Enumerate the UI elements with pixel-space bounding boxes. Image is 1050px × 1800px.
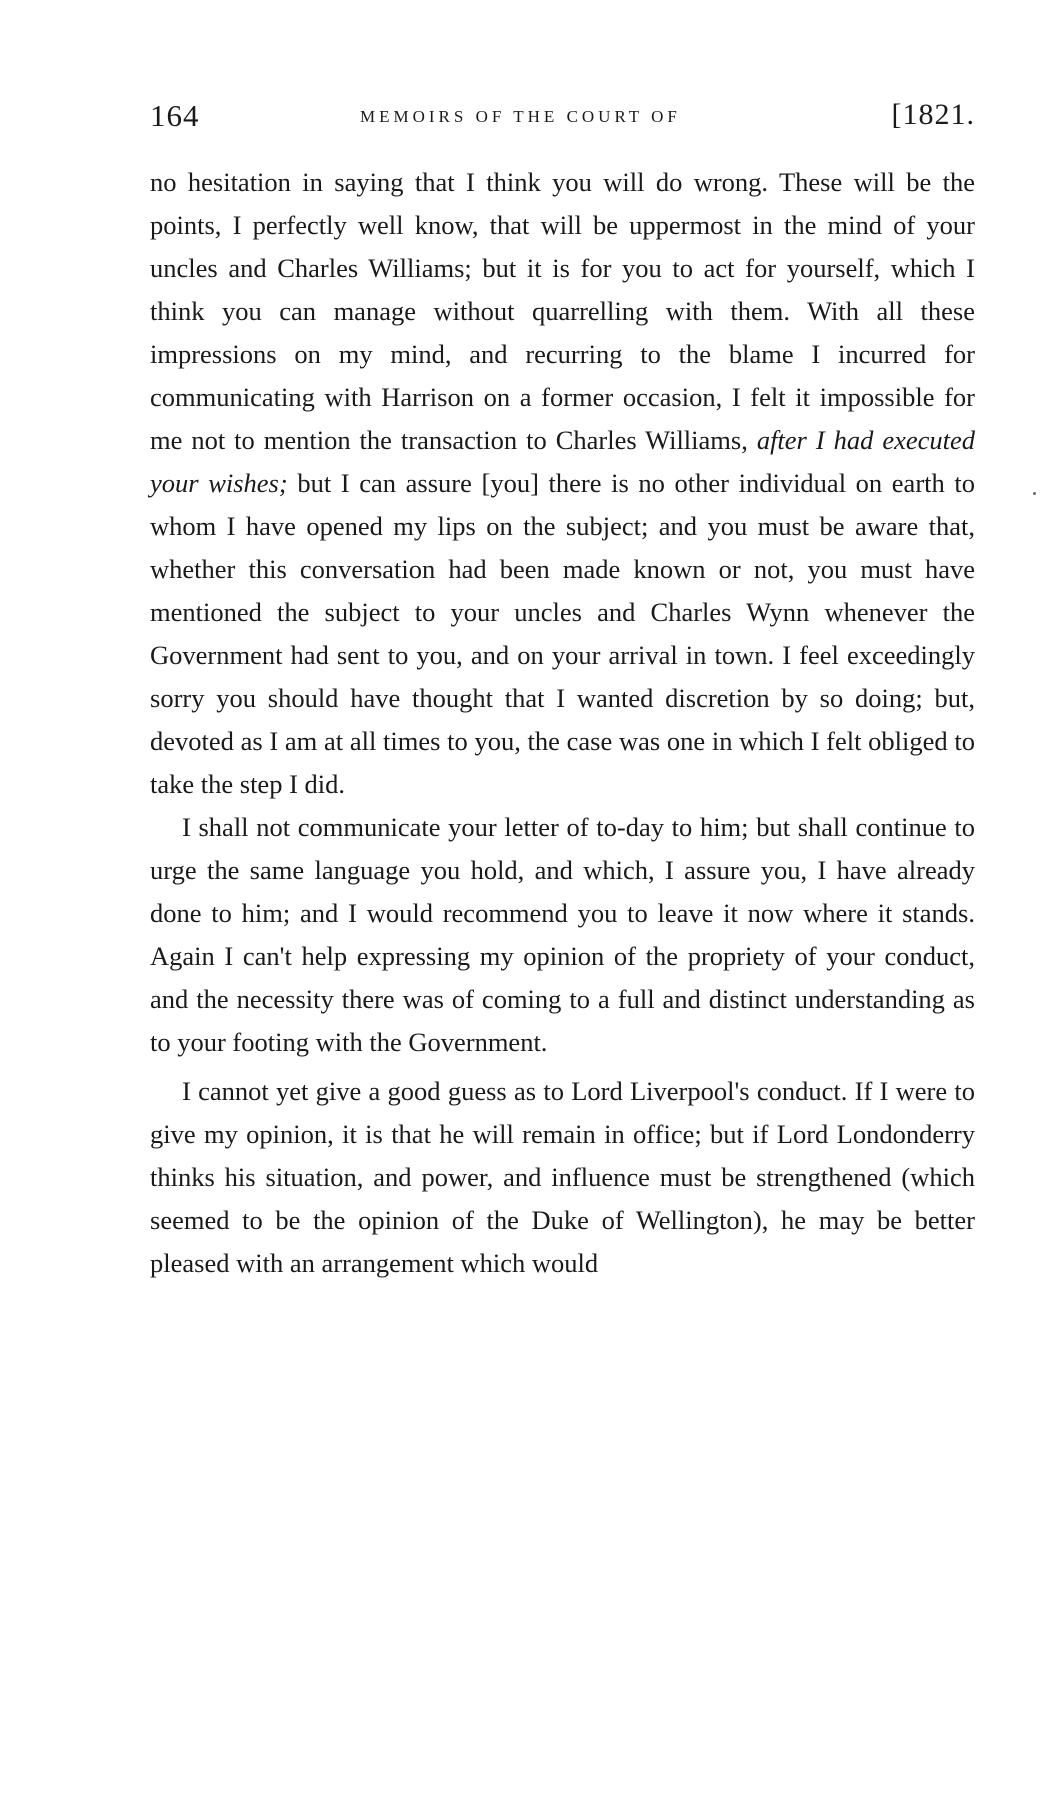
page-header bbox=[150, 98, 975, 138]
page-number: 164 bbox=[150, 98, 200, 133]
paragraph-2: I shall not communicate your letter of to-day to him; but shall continue to urge the same language you hold, and which, I assure you, I have already done to him; and I would recommend you to leave it now where it stands. Again I can't help expressing my opinion of the propriety of your conduct, and the necessity there was of coming to a full and distinct understanding as to your footing with the Government. bbox=[150, 812, 975, 1057]
paragraph-3: I cannot yet give a good guess as to Lord Liverpool's conduct. If I were to give my opinion, it is that he will remain in office; but if Lord Londonderry thinks his situation, and power, and influence must be strengthened (which seemed to be the opinion of the Duke of Wellington), he may be better pleased with an arrangement which would bbox=[150, 1076, 975, 1278]
paragraph-1 bbox=[150, 161, 975, 806]
margin-speck bbox=[1033, 492, 1036, 495]
paragraph-1-text-b: but I can assure [you] there is no other individual on earth to whom I have opened my lips on the subject; and you must be aware that, whether this conversation had been made known or not, you must have mentioned the subject to your uncles and Charles Wynn whenever the Government had sent to you, and on your arrival in town. I feel exceedingly sorry you should have thought that I wanted discretion by so doing; but, devoted as I am at all times to you, the case was one in which I felt obliged to take the step I did. bbox=[150, 468, 975, 799]
paragraph-1-text-a: no hesitation in saying that I think you will do wrong. These will be the points, I perfectly well know, that will be uppermost in the mind of your uncles and Charles Williams; but it is for you to act for yourself, which I think you can manage without quarrelling with them. With all these impressions on my mind, and recurring to the blame I incurred for communicating with Harrison on a former occasion, I felt it impossible for me not to mention the transaction to Charles Williams, bbox=[150, 167, 975, 455]
year-marker: [1821. bbox=[891, 98, 975, 131]
page-body bbox=[150, 161, 975, 1285]
running-title: MEMOIRS OF THE COURT OF bbox=[360, 107, 681, 126]
paragraph-1-italic: after I had executed your wishes; bbox=[150, 425, 976, 498]
